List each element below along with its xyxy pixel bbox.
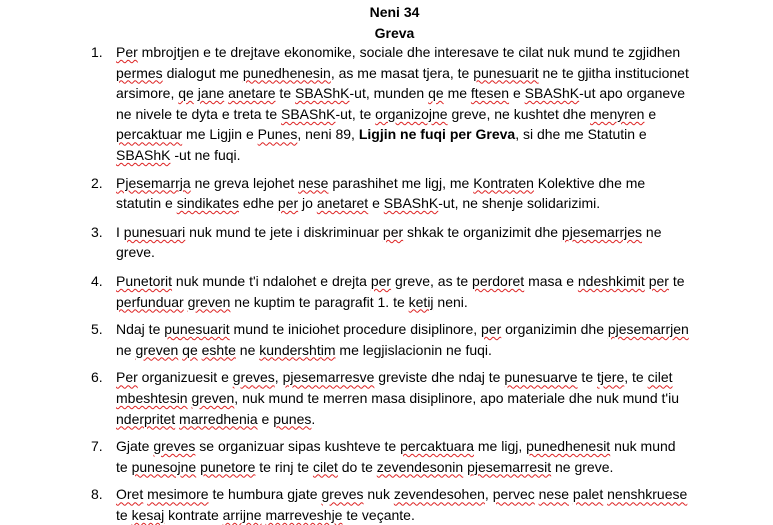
spellcheck-flagged-word: jane <box>197 85 225 102</box>
list-item-text: Oret mesimore te humbura gjate greves nuk zevendesohen, pervec nese palet nenshkruese te kesaj kontrate arrijne marreveshje te veçante. <box>116 486 688 523</box>
spellcheck-flagged-word: punedhenesin <box>242 64 331 81</box>
list-item-text: Per organizuesit e greves, pjesemarresve greviste dhe ndaj te punesuarve te tjere, te cilet mbeshtesin greven, nuk mund te merren masa disiplinore, apo materiale dhe nuk mund t'iu nderpritet marredhenia e punes. <box>116 369 679 427</box>
spellcheck-flagged-word: punesuarve <box>504 369 578 386</box>
spellcheck-flagged-word: marredhenia <box>179 410 258 427</box>
list-item <box>0 319 691 360</box>
list-item-text: I punesuari nuk mund te jete i diskriminuar per shkak te organizimit dhe pjesemarrjes ne greve. <box>116 223 662 261</box>
spellcheck-flagged-word: qe <box>178 85 194 102</box>
spellcheck-flagged-word: marreveshje <box>265 506 343 523</box>
spellcheck-flagged-word: pervec <box>492 486 535 503</box>
spellcheck-flagged-word: arrijne <box>222 506 262 523</box>
spellcheck-flagged-word: cilet <box>647 369 673 386</box>
list-item-number: 2. <box>91 174 103 191</box>
spellcheck-flagged-word: Per <box>116 369 138 386</box>
list-item <box>0 484 691 525</box>
spellcheck-flagged-word: SBAShK <box>281 105 336 122</box>
spellcheck-flagged-word: eshte <box>201 341 236 358</box>
spellcheck-flagged-word: greven <box>191 389 235 406</box>
list-item <box>0 271 691 312</box>
list-item <box>0 436 691 477</box>
spellcheck-flagged-word: SBAShK <box>116 146 171 163</box>
spellcheck-flagged-word: punedhenesit <box>526 438 611 455</box>
spellcheck-flagged-word: kundershtim <box>259 341 336 358</box>
spellcheck-flagged-word: greven <box>187 293 231 310</box>
article-list <box>0 42 691 525</box>
spellcheck-flagged-word: perfunduar <box>116 293 184 310</box>
list-item-number: 3. <box>91 223 103 240</box>
spellcheck-flagged-word: punesojne <box>131 458 197 475</box>
spellcheck-flagged-word: pjesemarrjes <box>561 223 643 240</box>
list-item-text: Per mbrojtjen e te drejtave ekonomike, sociale dhe interesave te cilat nuk mund te zgjidhen permes dialogut me punedhenesin, as me masat tjera, te punesuarit ne te gjitha institucionet arsimore, qe jane anetare te SBAShK-ut, munden qe me ftesen e SBAShK-ut apo organeve ne nivele te dyta e treta te SBAShK-ut, te organizojne greve, ne kushtet dhe menyren e percaktuar me Ligjin e Punes, neni 89, Ligjin ne fuqi per Greva, si dhe me Statutin e SBAShK -ut ne fuqi. <box>116 44 689 163</box>
spellcheck-flagged-word: SBAShK <box>295 85 350 102</box>
article-title: Neni 34 <box>369 4 420 20</box>
list-item-number: 6. <box>91 369 103 386</box>
list-item-text: Pjesemarrja ne greva lejohet nese parashihet me ligj, me Kontraten Kolektive dhe me statutin e sindikates edhe per jo anetaret e SBAShK-ut, ne shenje solidarizimi. <box>116 174 646 212</box>
spellcheck-flagged-word: zevendesonin <box>376 458 464 475</box>
spellcheck-flagged-word: permes <box>116 64 163 81</box>
spellcheck-flagged-word: qe <box>182 341 198 358</box>
spellcheck-flagged-word: nderpritet <box>116 410 176 427</box>
spellcheck-flagged-word: qe <box>428 85 444 102</box>
list-item-number: 1. <box>91 44 103 60</box>
spellcheck-flagged-word: Kontraten <box>473 174 534 191</box>
spellcheck-flagged-word: nenshkruese <box>607 486 688 503</box>
spellcheck-flagged-word: zevendesohen <box>393 486 485 503</box>
list-item <box>0 367 691 429</box>
spellcheck-flagged-word: per <box>382 223 404 240</box>
article-subtitle: Greva <box>374 25 415 41</box>
spellcheck-flagged-word: perdoret <box>472 272 525 289</box>
spellcheck-flagged-word: mesimore <box>147 486 209 503</box>
spellcheck-flagged-word: per <box>277 195 299 212</box>
spellcheck-flagged-word: greves <box>321 486 364 503</box>
list-item-number: 5. <box>91 321 103 338</box>
spellcheck-flagged-word: per <box>370 272 392 289</box>
spellcheck-flagged-word: greves <box>153 438 196 455</box>
spellcheck-flagged-word: anetaret <box>316 195 369 212</box>
list-item-number: 8. <box>91 486 103 503</box>
spellcheck-flagged-word: Punetorit <box>116 272 173 289</box>
list-item <box>0 42 691 166</box>
spellcheck-flagged-word: organizojne <box>375 105 448 122</box>
spellcheck-flagged-word: anetare <box>228 85 276 102</box>
spellcheck-flagged-word: nese <box>538 486 569 503</box>
spellcheck-flagged-word: punesuarit <box>164 321 230 338</box>
spellcheck-flagged-word: greves <box>232 369 275 386</box>
spellcheck-flagged-word: Pjesemarrja <box>116 174 191 191</box>
list-item-number: 7. <box>91 438 103 455</box>
spellcheck-flagged-word: kesaj <box>131 506 165 523</box>
spellcheck-flagged-word: palet <box>572 486 604 503</box>
list-item-text: Punetorit nuk munde t'i ndalohet e drejta per greve, as te perdoret masa e ndeshkimit per te perfunduar greven ne kuptim te paragrafit 1. te ketij neni. <box>116 272 685 310</box>
spellcheck-flagged-word: cilet <box>312 458 338 475</box>
spellcheck-flagged-word: punesuarit <box>473 64 539 81</box>
spellcheck-flagged-word: Punes <box>257 126 298 143</box>
spellcheck-flagged-word: menyren <box>590 105 645 122</box>
spellcheck-flagged-word: ftesen <box>470 85 510 102</box>
spellcheck-flagged-word: Oret <box>116 486 144 503</box>
spellcheck-flagged-word: ketij <box>408 293 434 310</box>
spellcheck-flagged-word: SBAShK <box>524 85 580 102</box>
spellcheck-flagged-word: sindikates <box>176 195 239 212</box>
spellcheck-flagged-word: percaktuara <box>400 438 474 455</box>
bold-text: Ligjin ne fuqi per Greva <box>358 126 516 143</box>
list-item-text: Ndaj te punesuarit mund te iniciohet procedure disiplinore, per organizimin dhe pjesemarrjen ne greven qe eshte ne kundershtim me legjislacionin ne fuqi. <box>116 321 689 358</box>
list-item-text: Gjate greves se organizuar sipas kushteve te percaktuara me ligj, punedhenesit nuk mund te punesojne punetore te rinj te cilet do te zevendesonin pjesemarresit ne greve. <box>116 438 676 475</box>
spellcheck-flagged-word: tjere <box>597 369 625 386</box>
spellcheck-flagged-word: punesuari <box>123 223 186 240</box>
spellcheck-flagged-word: mbeshtesin <box>116 389 188 406</box>
spellcheck-flagged-word: greven <box>135 341 179 358</box>
spellcheck-flagged-word: SBAShK <box>383 195 439 212</box>
spellcheck-flagged-word: per <box>481 321 502 338</box>
list-item <box>0 222 691 263</box>
spellcheck-flagged-word: nese <box>298 174 329 191</box>
spellcheck-flagged-word: pjesemarresve <box>282 369 375 386</box>
spellcheck-flagged-word: punetore <box>200 458 256 475</box>
spellcheck-flagged-word: Per <box>116 44 138 60</box>
list-item <box>0 173 691 214</box>
spellcheck-flagged-word: per <box>648 272 669 289</box>
spellcheck-flagged-word: ndeshkimit <box>577 272 645 289</box>
spellcheck-flagged-word: percaktuar <box>116 126 183 143</box>
spellcheck-flagged-word: punes <box>273 410 312 427</box>
list-item-number: 4. <box>91 272 103 289</box>
spellcheck-flagged-word: pjesemarrjen <box>607 321 689 338</box>
spellcheck-flagged-word: pjesemarresit <box>467 458 552 475</box>
